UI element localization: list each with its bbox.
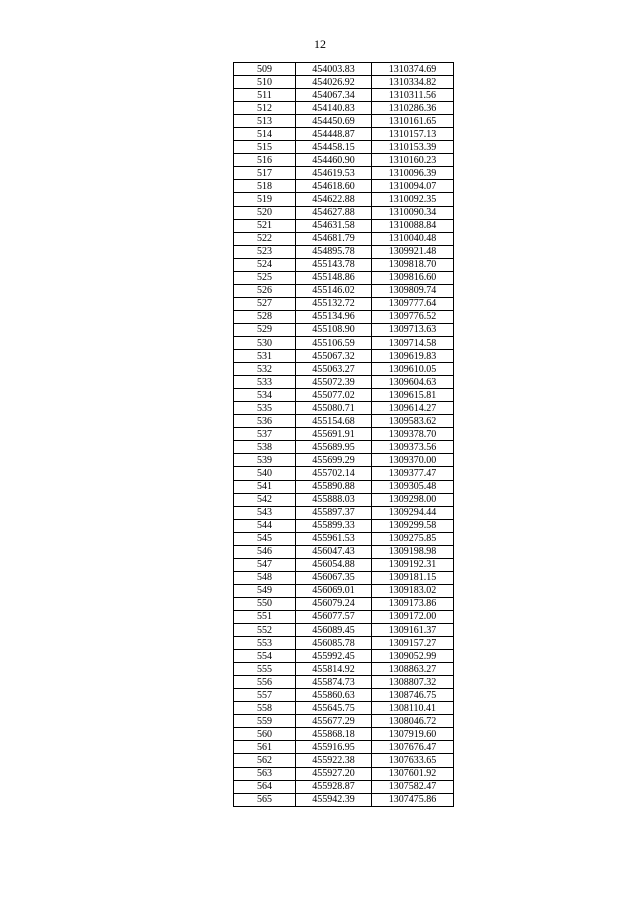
y-coordinate-cell: 1307919.60 xyxy=(372,728,454,741)
x-coordinate-cell: 456069.01 xyxy=(296,584,372,597)
y-coordinate-cell: 1310157.13 xyxy=(372,128,454,141)
x-coordinate-cell: 455961.53 xyxy=(296,532,372,545)
table-row xyxy=(234,219,454,232)
table-row xyxy=(234,715,454,728)
x-coordinate-cell: 456085.78 xyxy=(296,637,372,650)
point-number-cell: 545 xyxy=(234,532,296,545)
point-number-cell: 564 xyxy=(234,780,296,793)
x-coordinate-cell: 454895.78 xyxy=(296,245,372,258)
y-coordinate-cell: 1310088.84 xyxy=(372,219,454,232)
point-number-cell: 526 xyxy=(234,284,296,297)
x-coordinate-cell: 455645.75 xyxy=(296,702,372,715)
point-number-cell: 537 xyxy=(234,428,296,441)
y-coordinate-cell: 1308746.75 xyxy=(372,689,454,702)
x-coordinate-cell: 456067.35 xyxy=(296,571,372,584)
point-number-cell: 517 xyxy=(234,167,296,180)
y-coordinate-cell: 1308110.41 xyxy=(372,702,454,715)
coordinates-table xyxy=(233,62,454,807)
y-coordinate-cell: 1308863.27 xyxy=(372,663,454,676)
y-coordinate-cell: 1309172.00 xyxy=(372,610,454,623)
point-number-cell: 519 xyxy=(234,193,296,206)
table-row xyxy=(234,767,454,780)
y-coordinate-cell: 1309305.48 xyxy=(372,480,454,493)
y-coordinate-cell: 1309377.47 xyxy=(372,467,454,480)
y-coordinate-cell: 1308046.72 xyxy=(372,715,454,728)
point-number-cell: 565 xyxy=(234,793,296,806)
y-coordinate-cell: 1309192.31 xyxy=(372,558,454,571)
table-row xyxy=(234,245,454,258)
y-coordinate-cell: 1309298.00 xyxy=(372,493,454,506)
x-coordinate-cell: 455143.78 xyxy=(296,258,372,271)
point-number-cell: 509 xyxy=(234,63,296,76)
point-number-cell: 516 xyxy=(234,154,296,167)
x-coordinate-cell: 456047.43 xyxy=(296,545,372,558)
point-number-cell: 543 xyxy=(234,506,296,519)
point-number-cell: 546 xyxy=(234,545,296,558)
point-number-cell: 551 xyxy=(234,610,296,623)
table-row xyxy=(234,154,454,167)
table-row xyxy=(234,454,454,467)
y-coordinate-cell: 1309157.27 xyxy=(372,637,454,650)
table-row xyxy=(234,584,454,597)
x-coordinate-cell: 455146.02 xyxy=(296,284,372,297)
y-coordinate-cell: 1309583.62 xyxy=(372,415,454,428)
table-row xyxy=(234,597,454,610)
point-number-cell: 542 xyxy=(234,493,296,506)
x-coordinate-cell: 455134.96 xyxy=(296,310,372,323)
x-coordinate-cell: 455860.63 xyxy=(296,689,372,702)
table-row xyxy=(234,167,454,180)
point-number-cell: 527 xyxy=(234,297,296,310)
y-coordinate-cell: 1309921.48 xyxy=(372,245,454,258)
y-coordinate-cell: 1309161.37 xyxy=(372,624,454,637)
point-number-cell: 556 xyxy=(234,676,296,689)
x-coordinate-cell: 455072.39 xyxy=(296,376,372,389)
point-number-cell: 557 xyxy=(234,689,296,702)
x-coordinate-cell: 455899.33 xyxy=(296,519,372,532)
y-coordinate-cell: 1310334.82 xyxy=(372,76,454,89)
y-coordinate-cell: 1309378.70 xyxy=(372,428,454,441)
point-number-cell: 532 xyxy=(234,363,296,376)
point-number-cell: 538 xyxy=(234,441,296,454)
table-row xyxy=(234,180,454,193)
x-coordinate-cell: 454631.58 xyxy=(296,219,372,232)
y-coordinate-cell: 1307582.47 xyxy=(372,780,454,793)
table-row xyxy=(234,780,454,793)
table-row xyxy=(234,650,454,663)
x-coordinate-cell: 455154.68 xyxy=(296,415,372,428)
point-number-cell: 540 xyxy=(234,467,296,480)
y-coordinate-cell: 1309615.81 xyxy=(372,389,454,402)
x-coordinate-cell: 455063.27 xyxy=(296,363,372,376)
y-coordinate-cell: 1309173.86 xyxy=(372,597,454,610)
y-coordinate-cell: 1309299.58 xyxy=(372,519,454,532)
x-coordinate-cell: 455677.29 xyxy=(296,715,372,728)
x-coordinate-cell: 455699.29 xyxy=(296,454,372,467)
point-number-cell: 554 xyxy=(234,650,296,663)
y-coordinate-cell: 1310096.39 xyxy=(372,167,454,180)
y-coordinate-cell: 1310090.34 xyxy=(372,206,454,219)
y-coordinate-cell: 1309183.02 xyxy=(372,584,454,597)
table-row xyxy=(234,610,454,623)
x-coordinate-cell: 454450.69 xyxy=(296,115,372,128)
table-row xyxy=(234,258,454,271)
point-number-cell: 534 xyxy=(234,389,296,402)
point-number-cell: 535 xyxy=(234,402,296,415)
table-row xyxy=(234,271,454,284)
point-number-cell: 520 xyxy=(234,206,296,219)
x-coordinate-cell: 455927.20 xyxy=(296,767,372,780)
y-coordinate-cell: 1309714.58 xyxy=(372,336,454,349)
x-coordinate-cell: 456079.24 xyxy=(296,597,372,610)
coordinates-table-body xyxy=(234,63,454,807)
y-coordinate-cell: 1310374.69 xyxy=(372,63,454,76)
x-coordinate-cell: 455868.18 xyxy=(296,728,372,741)
table-row xyxy=(234,624,454,637)
x-coordinate-cell: 456089.45 xyxy=(296,624,372,637)
page-number: 12 xyxy=(314,37,326,51)
point-number-cell: 530 xyxy=(234,336,296,349)
y-coordinate-cell: 1307633.65 xyxy=(372,754,454,767)
point-number-cell: 563 xyxy=(234,767,296,780)
y-coordinate-cell: 1309816.60 xyxy=(372,271,454,284)
point-number-cell: 518 xyxy=(234,180,296,193)
y-coordinate-cell: 1307676.47 xyxy=(372,741,454,754)
x-coordinate-cell: 455890.88 xyxy=(296,480,372,493)
y-coordinate-cell: 1309818.70 xyxy=(372,258,454,271)
y-coordinate-cell: 1307601.92 xyxy=(372,767,454,780)
x-coordinate-cell: 455702.14 xyxy=(296,467,372,480)
y-coordinate-cell: 1309275.85 xyxy=(372,532,454,545)
point-number-cell: 559 xyxy=(234,715,296,728)
y-coordinate-cell: 1307475.86 xyxy=(372,793,454,806)
point-number-cell: 528 xyxy=(234,310,296,323)
point-number-cell: 548 xyxy=(234,571,296,584)
x-coordinate-cell: 455874.73 xyxy=(296,676,372,689)
table-row xyxy=(234,571,454,584)
x-coordinate-cell: 455992.45 xyxy=(296,650,372,663)
x-coordinate-cell: 455689.95 xyxy=(296,441,372,454)
point-number-cell: 562 xyxy=(234,754,296,767)
x-coordinate-cell: 454067.34 xyxy=(296,89,372,102)
table-row xyxy=(234,532,454,545)
x-coordinate-cell: 454618.60 xyxy=(296,180,372,193)
point-number-cell: 550 xyxy=(234,597,296,610)
table-row xyxy=(234,506,454,519)
y-coordinate-cell: 1309614.27 xyxy=(372,402,454,415)
table-row xyxy=(234,89,454,102)
x-coordinate-cell: 456054.88 xyxy=(296,558,372,571)
point-number-cell: 523 xyxy=(234,245,296,258)
table-row xyxy=(234,310,454,323)
y-coordinate-cell: 1309809.74 xyxy=(372,284,454,297)
x-coordinate-cell: 454448.87 xyxy=(296,128,372,141)
table-row xyxy=(234,141,454,154)
table-row xyxy=(234,389,454,402)
y-coordinate-cell: 1309777.64 xyxy=(372,297,454,310)
table-row xyxy=(234,441,454,454)
point-number-cell: 513 xyxy=(234,115,296,128)
table-row xyxy=(234,558,454,571)
point-number-cell: 511 xyxy=(234,89,296,102)
table-row xyxy=(234,545,454,558)
point-number-cell: 514 xyxy=(234,128,296,141)
table-row xyxy=(234,402,454,415)
x-coordinate-cell: 454003.83 xyxy=(296,63,372,76)
x-coordinate-cell: 454026.92 xyxy=(296,76,372,89)
point-number-cell: 536 xyxy=(234,415,296,428)
x-coordinate-cell: 454458.15 xyxy=(296,141,372,154)
point-number-cell: 515 xyxy=(234,141,296,154)
table-row xyxy=(234,350,454,363)
point-number-cell: 533 xyxy=(234,376,296,389)
x-coordinate-cell: 455916.95 xyxy=(296,741,372,754)
y-coordinate-cell: 1310311.56 xyxy=(372,89,454,102)
table-row xyxy=(234,376,454,389)
y-coordinate-cell: 1309610.05 xyxy=(372,363,454,376)
table-row xyxy=(234,493,454,506)
y-coordinate-cell: 1309294.44 xyxy=(372,506,454,519)
point-number-cell: 521 xyxy=(234,219,296,232)
table-row xyxy=(234,284,454,297)
point-number-cell: 524 xyxy=(234,258,296,271)
x-coordinate-cell: 455814.92 xyxy=(296,663,372,676)
y-coordinate-cell: 1309198.98 xyxy=(372,545,454,558)
point-number-cell: 529 xyxy=(234,323,296,336)
point-number-cell: 555 xyxy=(234,663,296,676)
x-coordinate-cell: 455922.38 xyxy=(296,754,372,767)
point-number-cell: 522 xyxy=(234,232,296,245)
point-number-cell: 544 xyxy=(234,519,296,532)
y-coordinate-cell: 1309619.83 xyxy=(372,350,454,363)
table-row xyxy=(234,115,454,128)
y-coordinate-cell: 1309052.99 xyxy=(372,650,454,663)
table-row xyxy=(234,793,454,806)
table-row xyxy=(234,323,454,336)
x-coordinate-cell: 455691.91 xyxy=(296,428,372,441)
table-row xyxy=(234,102,454,115)
point-number-cell: 531 xyxy=(234,350,296,363)
y-coordinate-cell: 1309604.63 xyxy=(372,376,454,389)
y-coordinate-cell: 1310153.39 xyxy=(372,141,454,154)
table-row xyxy=(234,728,454,741)
x-coordinate-cell: 455942.39 xyxy=(296,793,372,806)
point-number-cell: 547 xyxy=(234,558,296,571)
y-coordinate-cell: 1309370.00 xyxy=(372,454,454,467)
table-row xyxy=(234,689,454,702)
table-row xyxy=(234,467,454,480)
y-coordinate-cell: 1309776.52 xyxy=(372,310,454,323)
table-row xyxy=(234,415,454,428)
point-number-cell: 541 xyxy=(234,480,296,493)
table-row xyxy=(234,637,454,650)
point-number-cell: 539 xyxy=(234,454,296,467)
y-coordinate-cell: 1310161.65 xyxy=(372,115,454,128)
x-coordinate-cell: 454622.88 xyxy=(296,193,372,206)
y-coordinate-cell: 1310092.35 xyxy=(372,193,454,206)
point-number-cell: 512 xyxy=(234,102,296,115)
x-coordinate-cell: 455897.37 xyxy=(296,506,372,519)
table-row xyxy=(234,232,454,245)
table-row xyxy=(234,428,454,441)
x-coordinate-cell: 454619.53 xyxy=(296,167,372,180)
table-row xyxy=(234,519,454,532)
y-coordinate-cell: 1309181.15 xyxy=(372,571,454,584)
table-row xyxy=(234,363,454,376)
x-coordinate-cell: 455888.03 xyxy=(296,493,372,506)
x-coordinate-cell: 454681.79 xyxy=(296,232,372,245)
table-row xyxy=(234,128,454,141)
table-row xyxy=(234,676,454,689)
point-number-cell: 560 xyxy=(234,728,296,741)
x-coordinate-cell: 454627.88 xyxy=(296,206,372,219)
y-coordinate-cell: 1310286.36 xyxy=(372,102,454,115)
x-coordinate-cell: 455108.90 xyxy=(296,323,372,336)
y-coordinate-cell: 1310040.48 xyxy=(372,232,454,245)
y-coordinate-cell: 1308807.32 xyxy=(372,676,454,689)
x-coordinate-cell: 455080.71 xyxy=(296,402,372,415)
point-number-cell: 552 xyxy=(234,624,296,637)
table-row xyxy=(234,297,454,310)
x-coordinate-cell: 455067.32 xyxy=(296,350,372,363)
y-coordinate-cell: 1310160.23 xyxy=(372,154,454,167)
table-row xyxy=(234,754,454,767)
y-coordinate-cell: 1309713.63 xyxy=(372,323,454,336)
table-row xyxy=(234,76,454,89)
table-row xyxy=(234,480,454,493)
y-coordinate-cell: 1310094.07 xyxy=(372,180,454,193)
table-row xyxy=(234,193,454,206)
table-row xyxy=(234,206,454,219)
y-coordinate-cell: 1309373.56 xyxy=(372,441,454,454)
point-number-cell: 510 xyxy=(234,76,296,89)
table-row xyxy=(234,702,454,715)
point-number-cell: 553 xyxy=(234,637,296,650)
x-coordinate-cell: 456077.57 xyxy=(296,610,372,623)
point-number-cell: 558 xyxy=(234,702,296,715)
x-coordinate-cell: 454140.83 xyxy=(296,102,372,115)
point-number-cell: 549 xyxy=(234,584,296,597)
x-coordinate-cell: 455148.86 xyxy=(296,271,372,284)
table-row xyxy=(234,741,454,754)
point-number-cell: 561 xyxy=(234,741,296,754)
x-coordinate-cell: 455132.72 xyxy=(296,297,372,310)
x-coordinate-cell: 454460.90 xyxy=(296,154,372,167)
x-coordinate-cell: 455928.87 xyxy=(296,780,372,793)
point-number-cell: 525 xyxy=(234,271,296,284)
x-coordinate-cell: 455077.02 xyxy=(296,389,372,402)
table-row xyxy=(234,663,454,676)
table-row xyxy=(234,63,454,76)
table-row xyxy=(234,336,454,349)
x-coordinate-cell: 455106.59 xyxy=(296,336,372,349)
